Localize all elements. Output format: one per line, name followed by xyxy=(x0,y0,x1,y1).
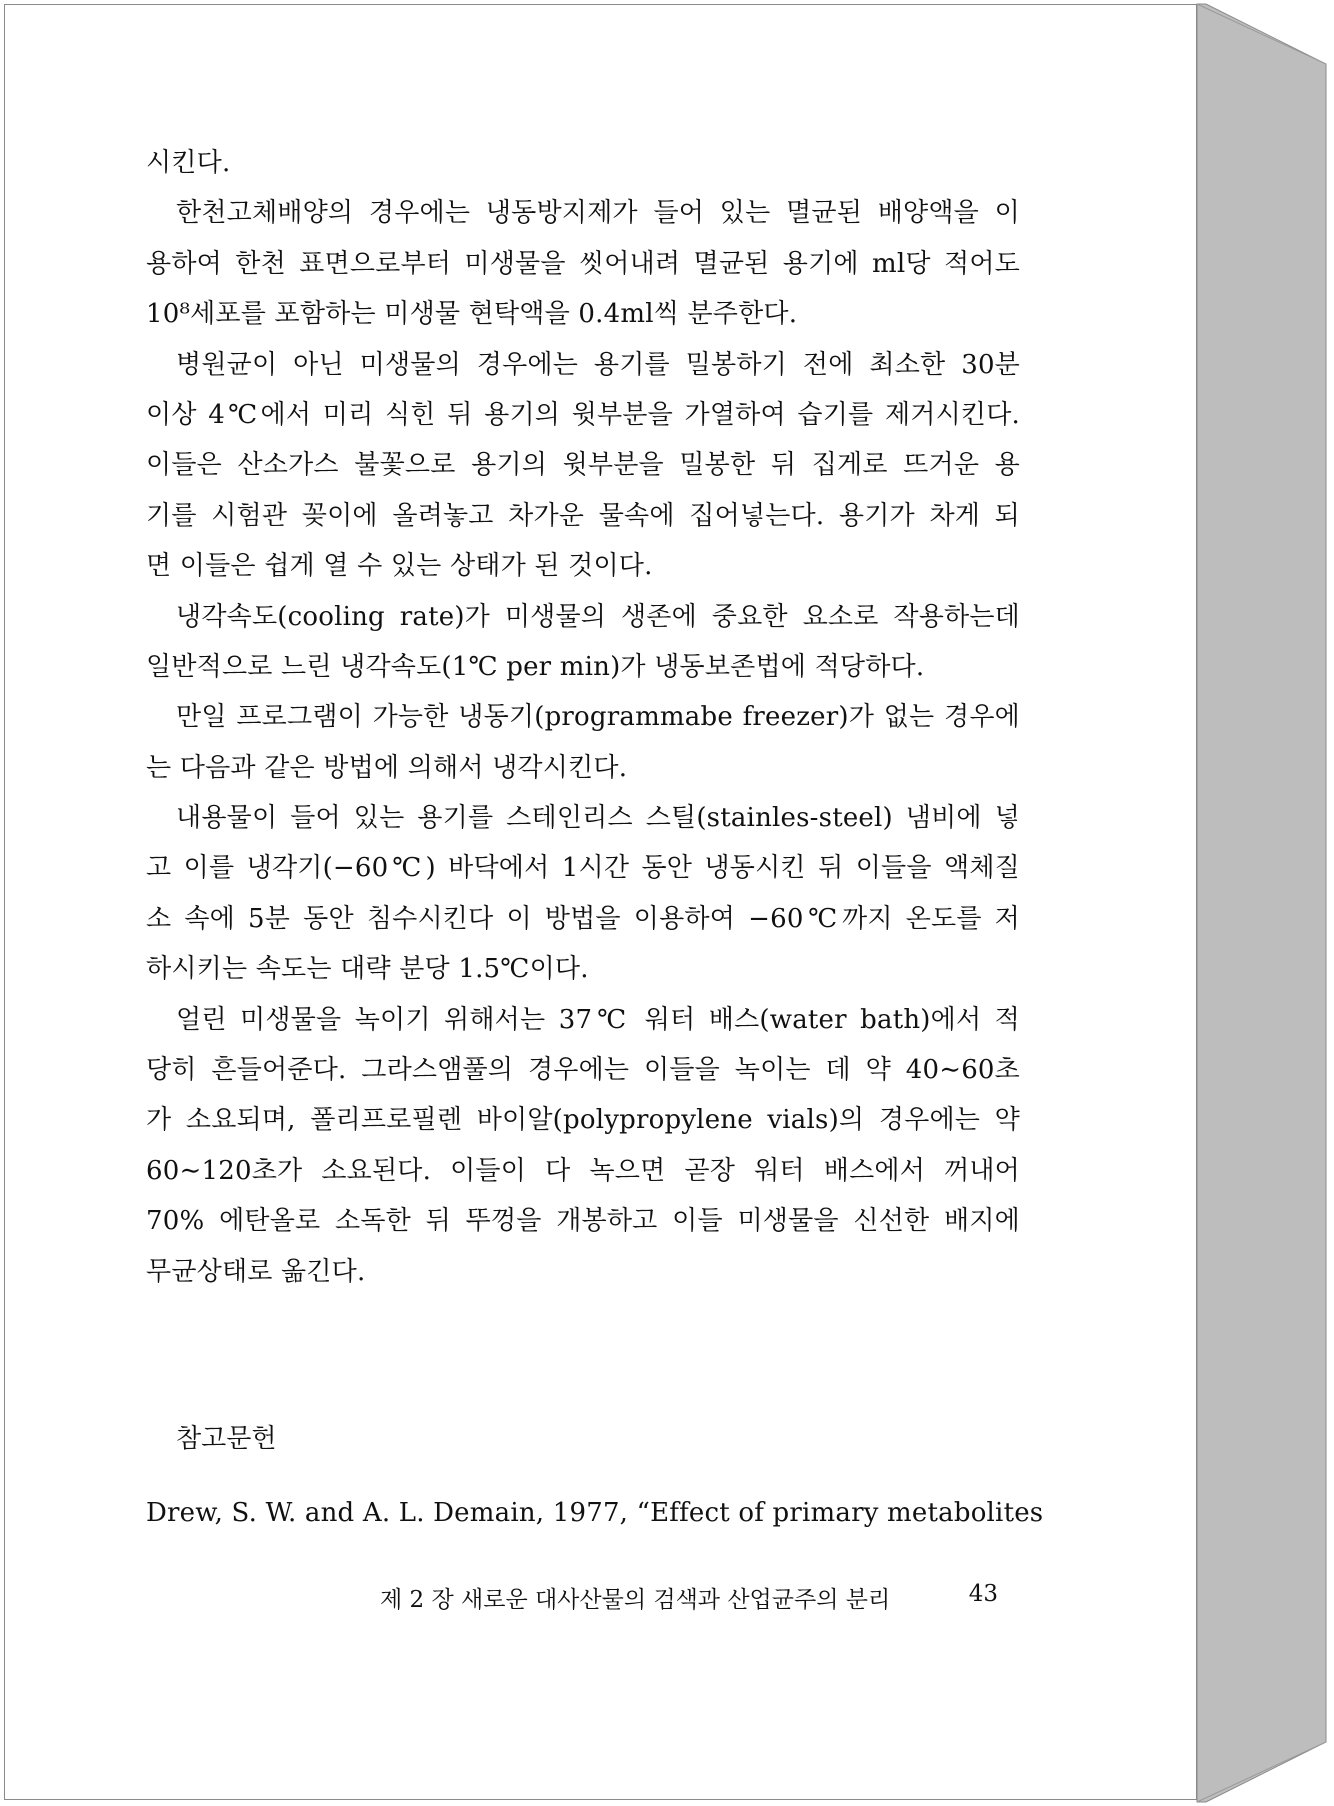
body-line: 이들은 산소가스 불꽃으로 용기의 윗부분을 밀봉한 뒤 집게로 뜨거운 용 xyxy=(146,450,1020,481)
body-line: 병원균이 아닌 미생물의 경우에는 용기를 밀봉하기 전에 최소한 30분 xyxy=(176,349,1020,380)
body-line: 는 다음과 같은 방법에 의해서 냉각시킨다. xyxy=(146,752,628,783)
body-line: 시킨다. xyxy=(146,148,231,178)
page-footer xyxy=(380,1581,998,1614)
body-line: 냉각속도(cooling rate)가 미생물의 생존에 중요한 요소로 작용하는데 xyxy=(176,601,1020,632)
reference-entry: Drew, S. W. and A. L. Demain, 1977, “Effect of primary metabolites xyxy=(146,1498,1044,1528)
body-line: 면 이들은 쉽게 열 수 있는 상태가 된 것이다. xyxy=(146,551,653,582)
body-line: 무균상태로 옮긴다. xyxy=(146,1256,366,1287)
page-number: 43 xyxy=(968,1581,998,1607)
body-line: 한천고체배양의 경우에는 냉동방지제가 들어 있는 멸균된 배양액을 이 xyxy=(176,198,1020,229)
body-line: 고 이를 냉각기(−60℃) 바닥에서 1시간 동안 냉동시킨 뒤 이들을 액체질 xyxy=(146,853,1020,884)
body-line: 기를 시험관 꽂이에 올려놓고 차가운 물속에 집어넣는다. 용기가 차게 되 xyxy=(146,500,1020,531)
running-footer-chapter-title: 제 2 장 새로운 대사산물의 검색과 산업균주의 분리 xyxy=(380,1587,891,1613)
body-line: 이상 4℃에서 미리 식힌 뒤 용기의 윗부분을 가열하여 습기를 제거시킨다. xyxy=(146,399,1020,430)
body-line: 얼린 미생물을 녹이기 위해서는 37℃ 워터 배스(water bath)에서 적 xyxy=(176,1004,1020,1035)
body-line: 내용물이 들어 있는 용기를 스테인리스 스틸(stainles-steel) 냄비에 넣 xyxy=(176,803,1020,834)
references-heading: 참고문헌 xyxy=(176,1424,277,1454)
body-line: 당히 흔들어준다. 그라스앰풀의 경우에는 이들을 녹이는 데 약 40∼60초 xyxy=(146,1055,1020,1086)
body-line: 60∼120초가 소요된다. 이들이 다 녹으면 곧장 워터 배스에서 꺼내어 xyxy=(146,1155,1020,1186)
body-line: 만일 프로그램이 가능한 냉동기(programmabe freezer)가 없는 경우에 xyxy=(176,702,1020,733)
body-line: 가 소요되며, 폴리프로필렌 바이알(polypropylene vials)의 경우에는 약 xyxy=(146,1105,1020,1136)
body-line: 70% 에탄올로 소독한 뒤 뚜껑을 개봉하고 이들 미생물을 신선한 배지에 xyxy=(146,1206,1020,1237)
body-line: 하시키는 속도는 대략 분당 1.5℃이다. xyxy=(146,954,589,985)
body-text xyxy=(146,138,1020,1297)
body-line: 소 속에 5분 동안 침수시킨다 이 방법을 이용하여 −60℃까지 온도를 저 xyxy=(146,903,1020,934)
body-line: 용하여 한천 표면으로부터 미생물을 씻어내려 멸균된 용기에 ml당 적어도 xyxy=(146,248,1020,279)
body-line: 10⁸세포를 포함하는 미생물 현탁액을 0.4ml씩 분주한다. xyxy=(146,299,798,330)
body-line: 일반적으로 느린 냉각속도(1℃ per min)가 냉동보존법에 적당하다. xyxy=(146,651,925,682)
